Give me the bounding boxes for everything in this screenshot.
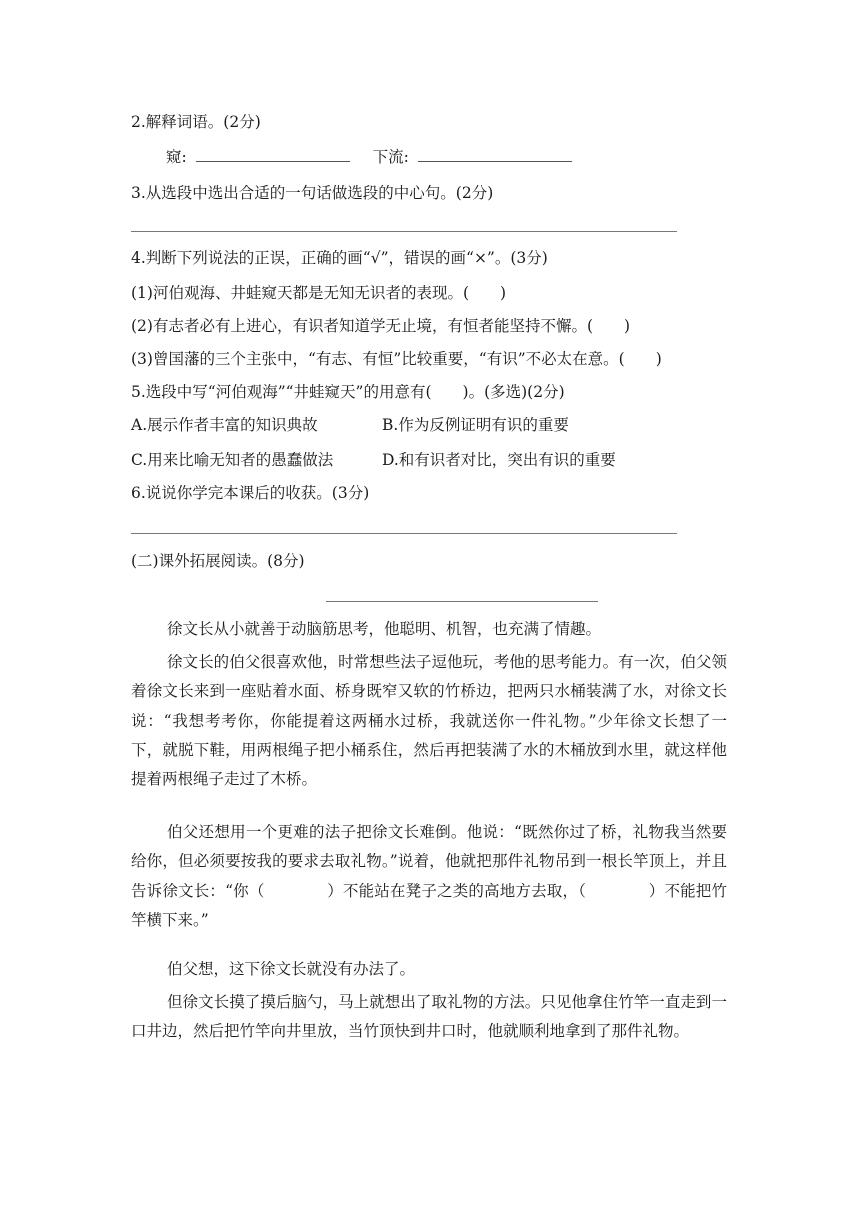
- q6-answer-line[interactable]: [131, 533, 677, 534]
- q5-option-b: B.作为反例证明有识的重要: [382, 416, 569, 434]
- q5-option-d: D.和有识者对比，突出有识的重要: [382, 451, 616, 469]
- q4-item-2: (2)有志者必有上进心，有识者知道学无止境，有恒者能坚持不懈。( ): [131, 317, 631, 335]
- q2-word1: 窥:: [166, 148, 187, 166]
- passage-title-blank[interactable]: [326, 601, 598, 602]
- q4-item-3: (3)曾国藩的三个主张中，“有志、有恒”比较重要，“有识”不必太在意。( ): [131, 350, 662, 368]
- q2-blank1[interactable]: [196, 147, 350, 162]
- q6-title: 6.说说你学完本课后的收获。(3分): [131, 484, 370, 502]
- q4-item-1: (1)河伯观海、井蛙窥天都是无知无识者的表现。( ): [131, 284, 507, 302]
- q5-option-a: A.展示作者丰富的知识典故: [131, 416, 318, 434]
- section2-title: (二)课外拓展阅读。(8分): [131, 552, 305, 570]
- passage-paragraph-4: 伯父想，这下徐文长就没有办法了。: [167, 960, 416, 978]
- q2-blank2[interactable]: [418, 147, 572, 162]
- q5-title: 5.选段中写“河伯观海”“井蛙窥天”的用意有( )。(多选)(2分): [131, 383, 565, 401]
- passage-paragraph-5: 但徐文长摸了摸后脑勺，马上就想出了取礼物的方法。只见他拿住竹竿一直走到一口井边，然后把竹竿向井里放，当竹顶快到井口时，他就顺利地拿到了那件礼物。: [131, 993, 727, 1041]
- q2-word2: 下流:: [372, 148, 409, 166]
- q2-title: 2.解释词语。(2分): [131, 113, 261, 131]
- passage-paragraph-3: 伯父还想用一个更难的法子把徐文长难倒。他说：“既然你过了桥，礼物我当然要给你，但必须要按我的要求去取礼物。”说着，他就把那件礼物吊到一根长竿顶上，并且告诉徐文长：“你（ ）不能站在凳子之类的高地方去取，（ ）不能把竹竿横下来。”: [131, 823, 727, 929]
- q4-title: 4.判断下列说法的正误，正确的画“√”，错误的画“×”。(3分): [131, 249, 548, 267]
- q3-title: 3.从选段中选出合适的一句话做选段的中心句。(2分): [131, 184, 494, 202]
- passage-paragraph-2: 徐文长的伯父很喜欢他，时常想些法子逗他玩，考他的思考能力。有一次，伯父领着徐文长来到一座贴着水面、桥身既窄又软的竹桥边，把两只水桶装满了水，对徐文长说：“我想考考你，你能提着这两桶水过桥，我就送你一件礼物。”少年徐文长想了一下，就脱下鞋，用两根绳子把小桶系住，然后再把装满了水的木桶放到水里，就这样他提着两根绳子走过了木桥。: [131, 653, 727, 789]
- q3-answer-line[interactable]: [131, 231, 677, 232]
- q5-option-c: C.用来比喻无知者的愚蠢做法: [131, 451, 334, 469]
- q2-words: [166, 146, 572, 168]
- passage-paragraph-1: 徐文长从小就善于动脑筋思考，他聪明、机智，也充满了情趣。: [167, 620, 602, 638]
